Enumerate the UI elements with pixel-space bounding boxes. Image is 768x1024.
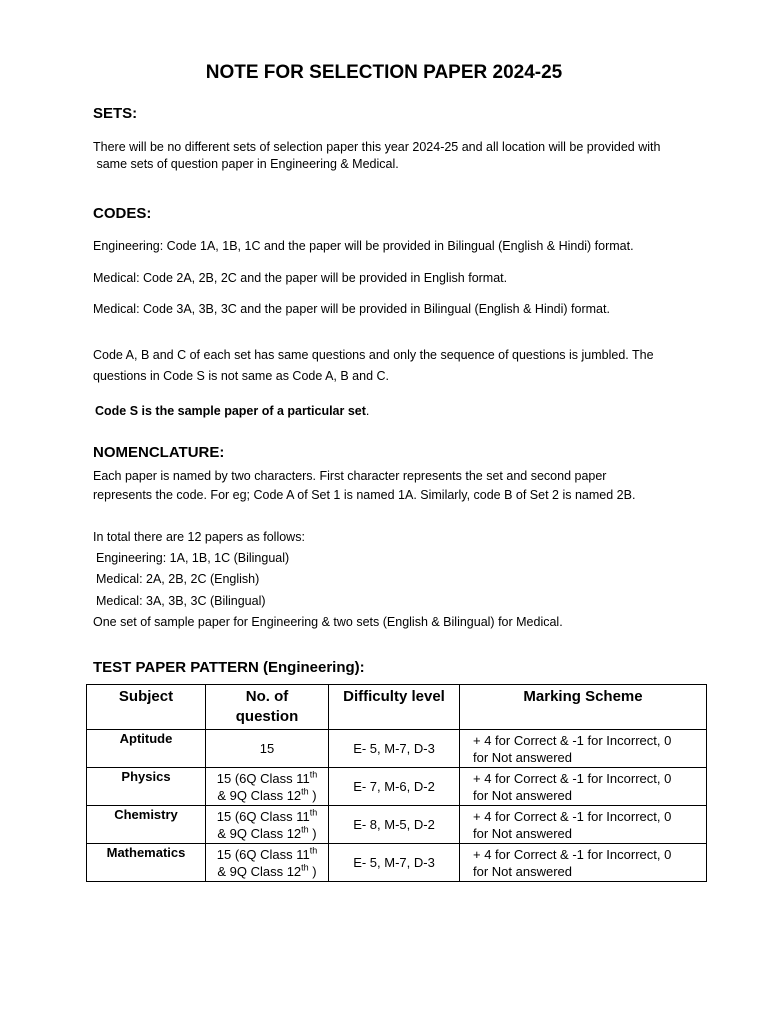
marking-line-1: + 4 for Correct & -1 for Incorrect, 0 [473,770,672,786]
marking-cell [460,844,707,882]
test-pattern-heading: TEST PAPER PATTERN (Engineering): [93,659,365,676]
questions-cell [206,768,329,806]
test-pattern-table [86,684,707,882]
sets-paragraph-line-1: There will be no different sets of selection paper this year 2024-25 and all location will be provided with [93,140,661,154]
column-header-difficulty: Difficulty level [329,685,460,730]
questions-sup-2: th [301,862,309,873]
marking-cell [460,730,707,768]
nomenclature-heading: NOMENCLATURE: [93,444,225,461]
difficulty-cell: E- 8, M-5, D-2 [329,806,460,844]
codes-heading: CODES: [93,205,152,222]
subject-cell: Mathematics [87,844,206,882]
table-row [87,768,707,806]
codes-sample-period: . [365,404,370,418]
marking-cell [460,768,707,806]
marking-line-2: for Not answered [473,749,572,765]
subject-cell: Aptitude [87,730,206,768]
column-header-questions-line-2: question [235,708,299,725]
table-row [87,730,707,768]
questions-sup-1: th [309,845,318,856]
nomenclature-line-1: Each paper is named by two characters. First character represents the set and second paper [93,469,607,483]
questions-part-2: & 9Q Class 12 [217,787,302,803]
questions-cell [206,844,329,882]
table-header-row [87,685,707,730]
marking-line-2: for Not answered [473,787,572,803]
nomenclature-total: In total there are 12 papers as follows: [93,530,305,544]
column-header-marking: Marking Scheme [460,685,707,730]
codes-sample-note [95,401,369,421]
nomenclature-sample-sets: One set of sample paper for Engineering & two sets (English & Bilingual) for Medical. [93,615,563,629]
questions-cell [206,806,329,844]
marking-line-2: for Not answered [473,863,572,879]
nomenclature-list-item: Medical: 3A, 3B, 3C (Bilingual) [96,594,266,608]
difficulty-cell: E- 5, M-7, D-3 [329,730,460,768]
questions-part-3: ) [308,863,317,879]
marking-line-1: + 4 for Correct & -1 for Incorrect, 0 [473,732,672,748]
subject-cell: Chemistry [87,806,206,844]
nomenclature-line-2: represents the code. For eg; Code A of Set 1 is named 1A. Similarly, code B of Set 2 is named 2B. [93,488,636,502]
marking-line-2: for Not answered [473,825,572,841]
questions-part-2: & 9Q Class 12 [217,863,302,879]
codes-engineering: Engineering: Code 1A, 1B, 1C and the paper will be provided in Bilingual (English & Hindi) format. [93,239,634,253]
marking-line-1: + 4 for Correct & -1 for Incorrect, 0 [473,846,672,862]
questions-part-3: ) [308,787,317,803]
codes-medical-english: Medical: Code 2A, 2B, 2C and the paper will be provided in English format. [93,271,508,285]
column-header-questions-line-1: No. of [245,688,289,705]
codes-jumble-line-1: Code A, B and C of each set has same questions and only the sequence of questions is jumbled. The [93,348,654,362]
difficulty-cell: E- 5, M-7, D-3 [329,844,460,882]
page-title: NOTE FOR SELECTION PAPER 2024-25 [205,62,563,83]
questions-part-2: & 9Q Class 12 [217,825,302,841]
codes-sample-bold: Code S is the sample paper of a particular set [95,404,366,418]
sets-heading: SETS: [93,105,138,122]
subject-cell: Physics [87,768,206,806]
table-row [87,806,707,844]
codes-medical-bilingual: Medical: Code 3A, 3B, 3C and the paper will be provided in Bilingual (English & Hindi) format. [93,302,610,316]
questions-sup-2: th [301,824,309,835]
marking-line-1: + 4 for Correct & -1 for Incorrect, 0 [473,808,672,824]
questions-sup-1: th [309,769,318,780]
questions-part-3: ) [308,825,317,841]
questions-sup-2: th [301,786,309,797]
table-row [87,844,707,882]
sets-paragraph-line-2: same sets of question paper in Engineering & Medical. [93,157,399,171]
nomenclature-list-item: Medical: 2A, 2B, 2C (English) [96,572,260,586]
questions-part-1: 15 (6Q Class 11 [216,808,310,824]
marking-cell [460,806,707,844]
questions-sup-1: th [309,807,318,818]
codes-jumble-line-2: questions in Code S is not same as Code A, B and C. [93,369,390,383]
nomenclature-list-item: Engineering: 1A, 1B, 1C (Bilingual) [96,551,290,565]
column-header-subject: Subject [87,685,206,730]
questions-cell: 15 [206,730,329,768]
questions-part-1: 15 (6Q Class 11 [216,770,310,786]
column-header-questions [206,685,329,730]
difficulty-cell: E- 7, M-6, D-2 [329,768,460,806]
questions-part-1: 15 (6Q Class 11 [216,846,310,862]
